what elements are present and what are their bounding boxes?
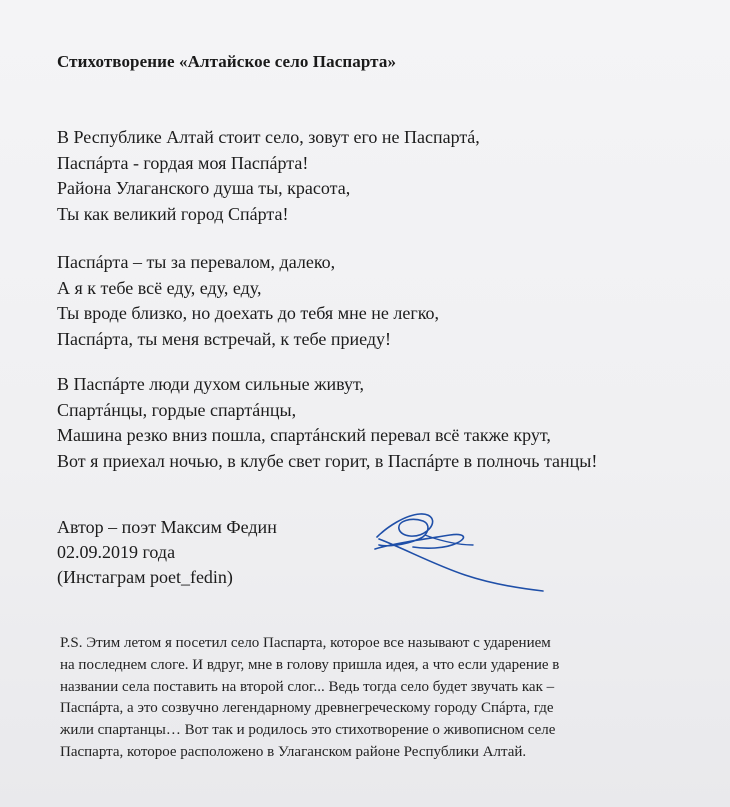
postscript-line: жили спартанцы… Вот так и родилось это стихотворение о живописном селе: [60, 722, 556, 739]
postscript: [60, 633, 700, 764]
author-block: [57, 515, 277, 590]
author-line: Автор – поэт Максим Федин: [57, 517, 277, 537]
postscript-line: Паспáрта, а это созвучно легендарному древнегреческому городу Спáрта, где: [60, 700, 554, 717]
stanza-3: [57, 372, 597, 474]
poem-line: Паспáрта, ты меня встречай, к тебе приеду!: [57, 328, 392, 349]
poem-line: Вот я приехал ночью, в клубе свет горит, в Паспáрте в полночь танцы!: [57, 450, 598, 471]
poem-title: Стихотворение «Алтайское село Паспарта»: [57, 52, 397, 71]
instagram-line: (Инстаграм poet_fedin): [57, 567, 233, 587]
poem-line: Ты вроде близко, но доехать до тебя мне не легко,: [57, 303, 440, 323]
date-line: 02.09.2019 года: [57, 542, 176, 562]
handwritten-signature: [365, 505, 555, 600]
poem-line: В Паспáрте люди духом сильные живут,: [57, 374, 365, 394]
poem-line: А я к тебе всё еду, еду, еду,: [57, 277, 262, 298]
poem-line: Машина резко вниз пошла, спартáнский перевал всё также крут,: [57, 425, 551, 445]
poem-line: Района Улаганского душа ты, красота,: [57, 178, 351, 198]
poem-line: Спартáнцы, гордые спартáнцы,: [57, 399, 297, 420]
postscript-line: P.S. Этим летом я посетил село Паспарта, которое все называют с ударением: [60, 635, 551, 651]
postscript-line: названии села поставить на второй слог... Ведь тогда село будет звучать как –: [60, 678, 555, 695]
postscript-line: Паспарта, которое расположено в Улаганском районе Республики Алтай.: [60, 743, 527, 760]
stanza-1: [57, 125, 480, 227]
poem-line: Паспáрта - гордая моя Паспáрта!: [57, 152, 309, 173]
postscript-line: на последнем слоге. И вдруг, мне в голову пришла идея, а что если ударение в: [60, 656, 560, 673]
poem-line: В Республике Алтай стоит село, зовут его не Паспартá,: [57, 127, 480, 147]
poem-line: Ты как великий город Спáрта!: [57, 203, 289, 224]
poem-line: Паспáрта – ты за перевалом, далеко,: [57, 252, 336, 272]
stanza-2: [57, 250, 439, 352]
